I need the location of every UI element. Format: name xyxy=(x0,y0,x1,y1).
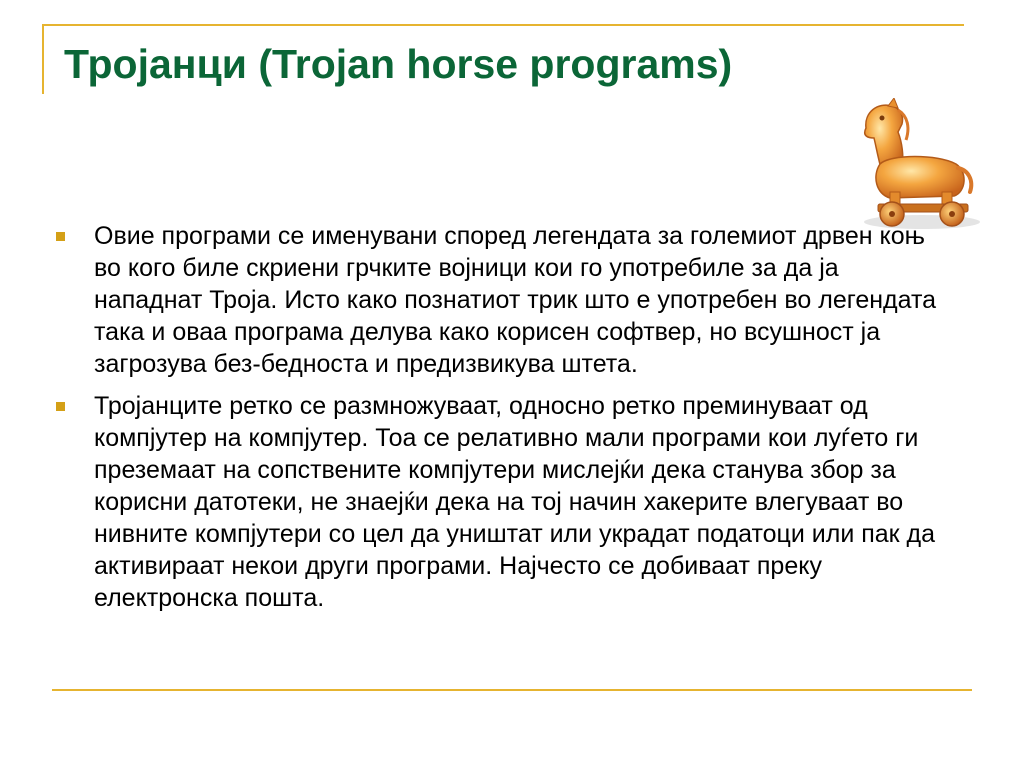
bullet-text: Тројанците ретко се размножуваат, односно ретко преминуваат од компјутер на компјутер. Тоа се релативно мали програми кои луѓето ги преземаат на сопствените компјутери мислејќи дека станува збор за корисни датотеки, не знаејќи дека на тој начин хакерите влегуваат во нивните компјутери со цел да уништат или украдат податоци или пак да активираат некои други програми. Најчесто се добиваат преку електронска пошта. xyxy=(94,392,936,612)
slide-title: Тројанци (Trojan horse programs) xyxy=(64,41,733,87)
bullet-item xyxy=(52,390,952,614)
bullet-item xyxy=(52,220,952,380)
bullet-marker xyxy=(56,232,65,241)
bottom-divider xyxy=(52,689,972,691)
bullet-marker xyxy=(56,402,65,411)
bullet-list xyxy=(52,220,952,624)
trojan-horse-icon xyxy=(844,98,984,232)
top-divider xyxy=(42,24,964,26)
bullet-text: Овие програми се именувани според легендата за големиот дрвен коњ во кого биле скриени грчките војници кои го употребиле за да ја нападнат Троја. Исто како познатиот трик што е употребен во легендата така и оваа програма делува како корисен софтвер, но всушност ја загрозува без-бедноста и предизвикува штета. xyxy=(94,222,937,378)
left-divider xyxy=(42,24,44,94)
